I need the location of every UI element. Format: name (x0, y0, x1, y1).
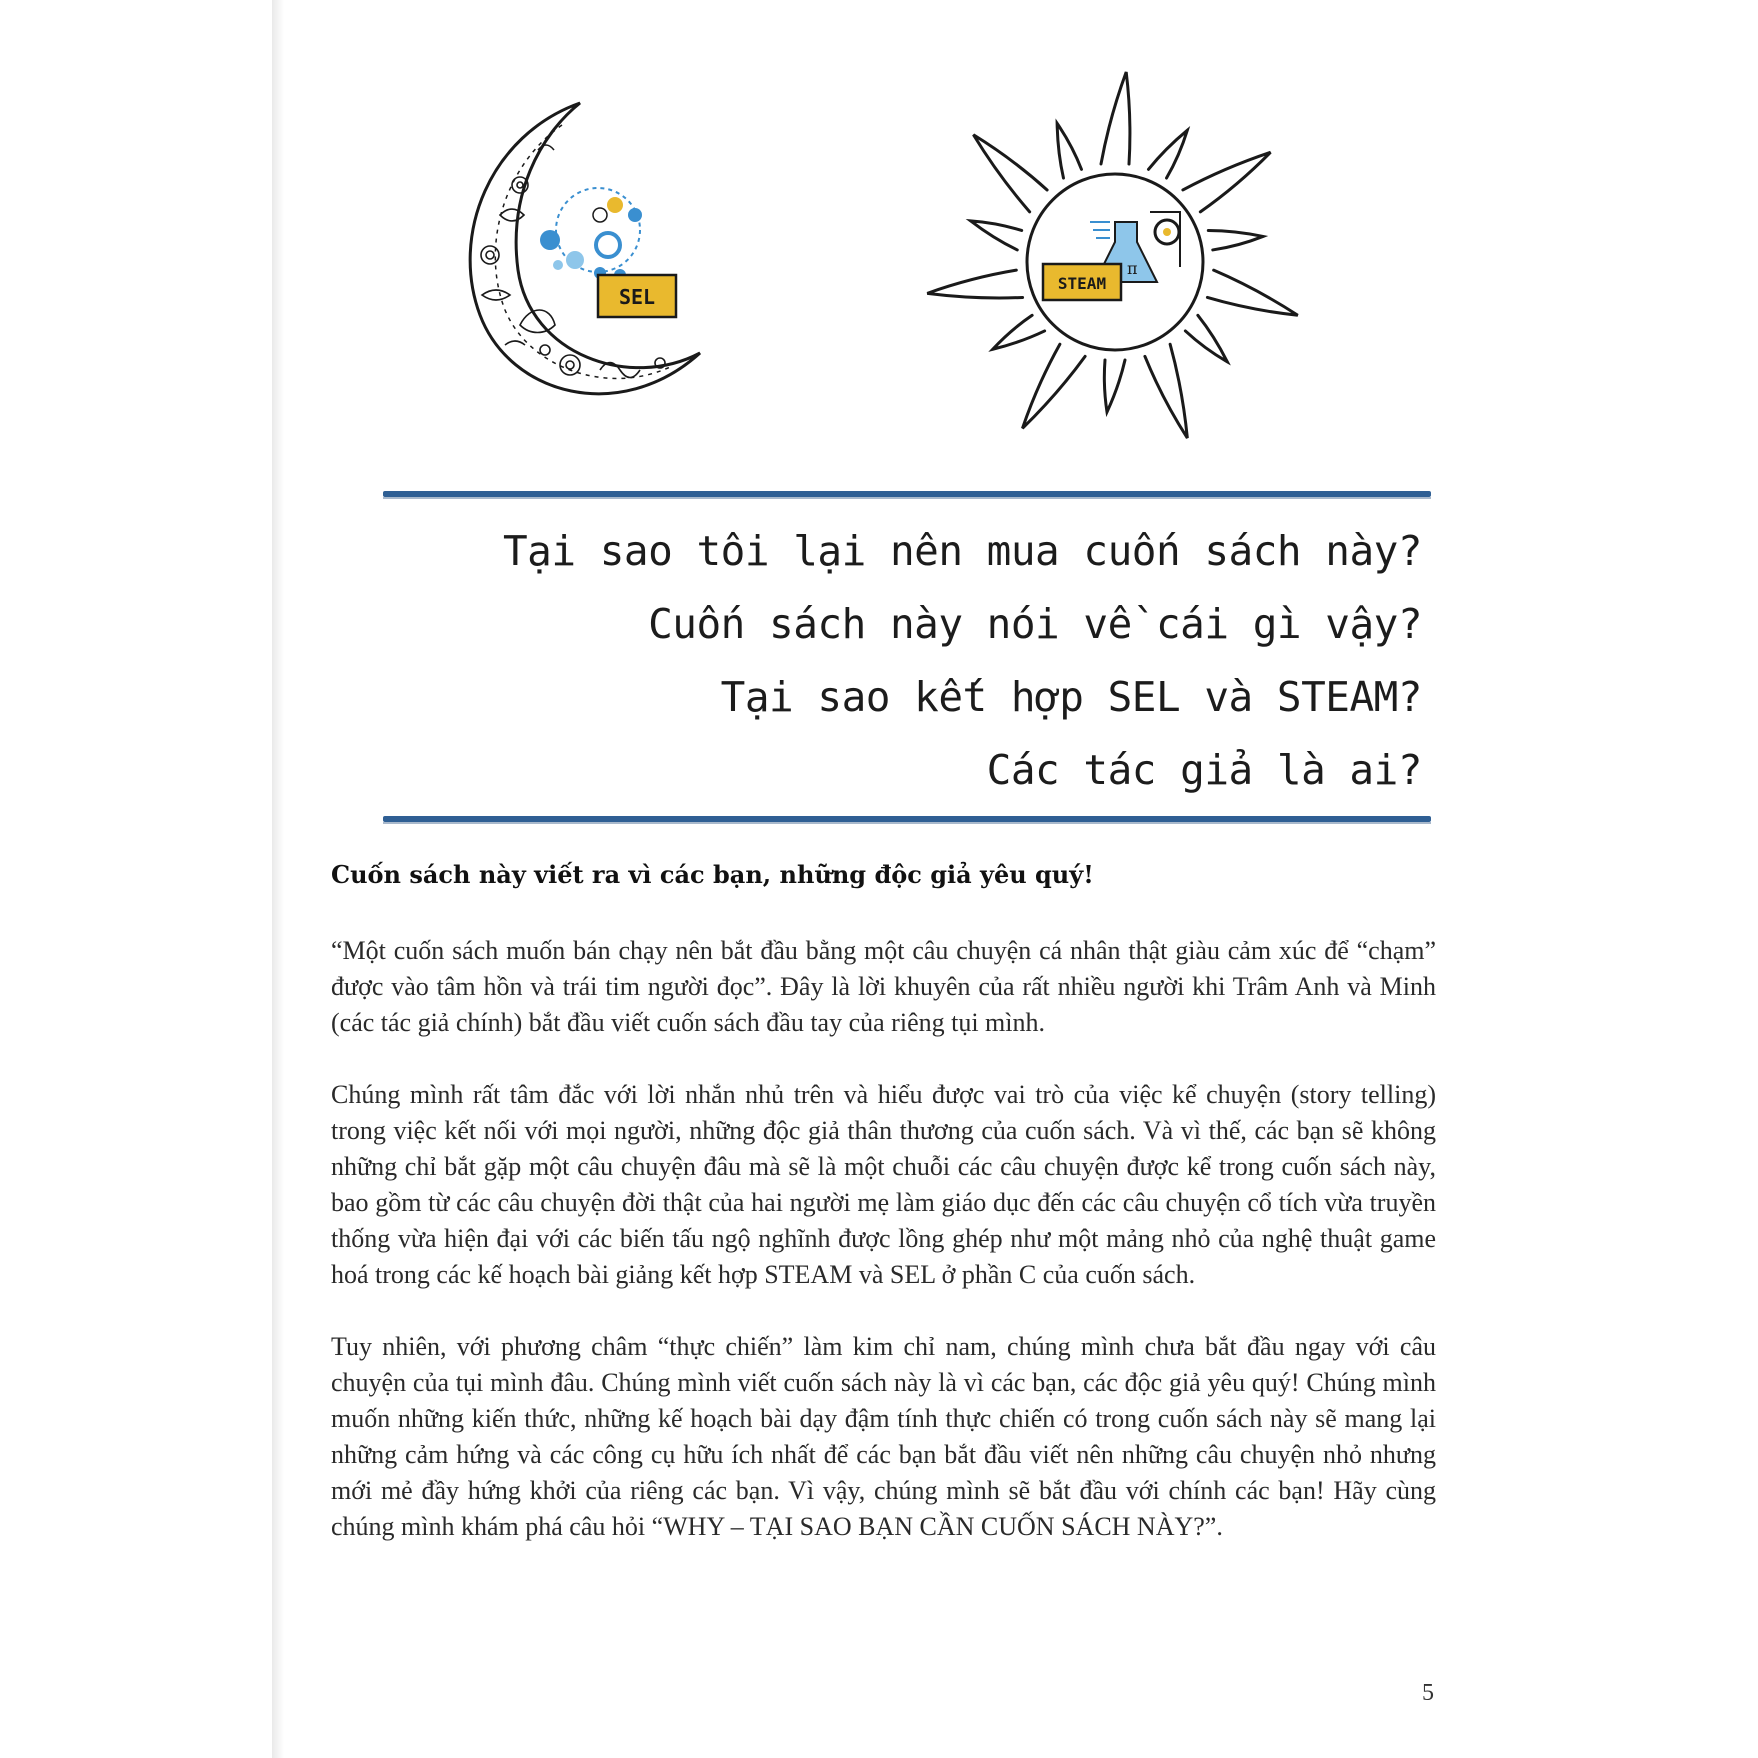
moon-outline (470, 103, 700, 394)
top-divider-rule (383, 491, 1431, 497)
sun-ray (927, 270, 1022, 298)
sun-ray (971, 221, 1022, 250)
sun-ray (1145, 344, 1187, 438)
section-heading: Cuốn sách này viết ra vì các bạn, những độc giả yêu quý! (331, 860, 1094, 889)
question-line: Các tác giả là ai? (986, 746, 1422, 794)
question-list (422, 515, 1422, 807)
sun-steam-illustration (905, 62, 1325, 462)
moon-sel-illustration (450, 95, 770, 425)
bottom-divider-rule (383, 816, 1431, 822)
page-number: 5 (1422, 1680, 1434, 1706)
sun-ray (993, 315, 1045, 349)
sun-ray (1104, 360, 1125, 412)
paragraph: “Một cuốn sách muốn bán chạy nên bắt đầu bằng một câu chuyện cá nhân thật giàu cảm xúc để “chạm” được vào tâm hồn và trái tim người đọc”. Đây là lời khuyên của rất nhiều người khi Trâm Anh và Minh (các tác giả chính) bắt đầu viết cuốn sách đầu tay của riêng tụi mình. (331, 936, 1436, 1037)
sun-ray (1057, 123, 1081, 178)
sun-ray (973, 135, 1047, 212)
sun-ray (1185, 315, 1227, 361)
question-line: Tại sao kết hợp SEL và STEAM? (720, 673, 1422, 721)
paragraph: Chúng mình rất tâm đắc với lời nhắn nhủ trên và hiểu được vai trò của việc kể chuyện (story telling) trong việc kết nối với mọi người, những độc giả thân thương của cuốn sách. Và vì thế, các bạn sẽ không những chỉ bắt gặp một câu chuyện đâu mà sẽ là một chuỗi các câu chuyện được kể trong cuốn sách này, bao gồm từ các câu chuyện đời thật của hai người mẹ làm giáo dục đến các câu chuyện cổ tích vừa truyền thống vừa hiện đại với các biến tấu ngộ nghĩnh được lồng ghép như một mảng nhỏ của nghệ thuật game hoá trong các kế hoạch bài giảng kết hợp STEAM và SEL ở phần C của cuốn sách. (331, 1080, 1436, 1289)
sel-badge-label: SEL (618, 285, 656, 309)
steam-badge-label: STEAM (1057, 274, 1107, 293)
paragraph: Tuy nhiên, với phương châm “thực chiến” làm kim chỉ nam, chúng mình chưa bắt đầu ngay với câu chuyện của tụi mình đâu. Chúng mình viết cuốn sách này là vì các bạn, các độc giả yêu quý! Chúng mình muốn những kiến thức, những kế hoạch bài dạy đậm tính thực chiến có trong cuốn sách này sẽ mang lại những cảm hứng và các công cụ hữu ích nhất để các bạn bắt đầu viết nên những câu chuyện nhỏ nhưng mới mẻ đầy hứng khởi của riêng các bạn. Vì vậy, chúng mình sẽ bắt đầu với chính các bạn! Hãy cùng chúng mình khám phá câu hỏi “WHY – TẠI SAO BẠN CẦN CUỐN SÁCH NÀY?”. (331, 1332, 1436, 1541)
sun-ray (1207, 270, 1297, 315)
body-text (331, 860, 1436, 1581)
page-gutter-shadow (272, 0, 284, 1758)
sun-ray (1149, 130, 1188, 178)
sun-ray (1022, 344, 1085, 428)
sun-ray (1183, 152, 1271, 212)
sun-ray (1208, 230, 1263, 249)
sel-icon-cluster (540, 188, 642, 281)
question-line: Tại sao tôi lại nên mua cuốn sách này? (503, 527, 1422, 575)
svg-text:π: π (1127, 259, 1138, 278)
question-line: Cuốn sách này nói về cái gì vậy? (648, 600, 1422, 648)
sun-ray (1101, 72, 1130, 164)
